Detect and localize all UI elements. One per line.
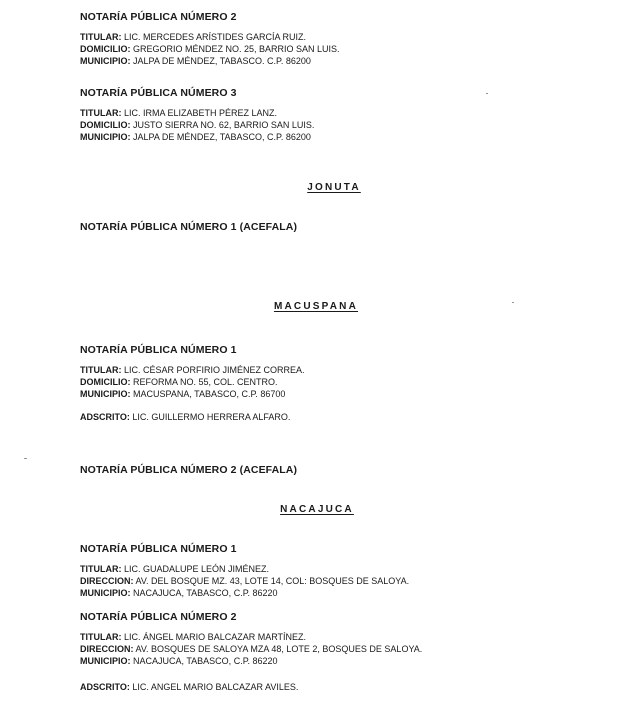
notary-details xyxy=(80,31,340,67)
municipio-value: JALPA DE MÉNDEZ, TABASCO. C.P. 86200 xyxy=(130,56,311,66)
titular-label: TITULAR: xyxy=(80,632,122,642)
notary-heading: NOTARÍA PÚBLICA NÚMERO 1 xyxy=(80,344,237,356)
direccion-line xyxy=(80,575,409,587)
notary-details xyxy=(80,631,422,667)
municipio-label: MUNICIPIO: xyxy=(80,132,131,142)
municipio-label: MUNICIPIO: xyxy=(80,656,131,666)
municipio-label: MUNICIPIO: xyxy=(80,588,131,598)
scan-speck xyxy=(512,302,514,303)
municipio-value: MACUSPANA, TABASCO, C.P. 86700 xyxy=(130,389,286,399)
titular-line xyxy=(80,563,409,575)
notary-heading: NOTARÍA PÚBLICA NÚMERO 3 xyxy=(80,87,237,99)
municipio-value: NACAJUCA, TABASCO, C.P. 86220 xyxy=(130,656,278,666)
titular-value: LIC. GUADALUPE LEÓN JIMÉNEZ. xyxy=(121,564,270,574)
notary-heading: NOTARÍA PÚBLICA NÚMERO 2 xyxy=(80,611,237,623)
titular-value: LIC. IRMA ELIZABETH PÉREZ LANZ. xyxy=(121,108,278,118)
municipality-title: MACUSPANA xyxy=(273,301,359,312)
direccion-label: DIRECCION: xyxy=(80,576,134,586)
municipio-line xyxy=(80,131,314,143)
municipio-line xyxy=(80,55,340,67)
municipio-line xyxy=(80,655,422,667)
titular-label: TITULAR: xyxy=(80,32,122,42)
notary-details xyxy=(80,107,314,143)
domicilio-value: GREGORIO MÉNDEZ NO. 25, BARRIO SAN LUIS. xyxy=(130,44,340,54)
domicilio-label: DOMICILIO: xyxy=(80,44,131,54)
domicilio-line xyxy=(80,43,340,55)
domicilio-line xyxy=(80,119,314,131)
titular-value: LIC. CÉSAR PORFIRIO JIMÉNEZ CORREA. xyxy=(121,365,305,375)
domicilio-label: DOMICILIO: xyxy=(80,120,131,130)
titular-value: LIC. MERCEDES ARÍSTIDES GARCÍA RUIZ. xyxy=(121,32,307,42)
direccion-value: AV. BOSQUES DE SALOYA MZA 48, LOTE 2, BOSQUES DE SALOYA. xyxy=(133,644,423,654)
titular-line xyxy=(80,107,314,119)
municipio-line xyxy=(80,388,305,400)
scan-speck xyxy=(486,93,488,94)
scan-speck xyxy=(24,458,27,459)
titular-label: TITULAR: xyxy=(80,365,122,375)
adscrito-line xyxy=(80,411,290,423)
municipio-label: MUNICIPIO: xyxy=(80,389,131,399)
municipality-title: JONUTA xyxy=(307,182,361,193)
notary-heading: NOTARÍA PÚBLICA NÚMERO 1 (ACEFALA) xyxy=(80,221,298,233)
adscrito-value: LIC. GUILLERMO HERRERA ALFARO. xyxy=(129,412,291,422)
municipio-value: JALPA DE MÉNDEZ, TABASCO, C.P. 86200 xyxy=(130,132,311,142)
titular-label: TITULAR: xyxy=(80,564,122,574)
titular-line xyxy=(80,364,305,376)
domicilio-value: JUSTO SIERRA NO. 62, BARRIO SAN LUIS. xyxy=(130,120,315,130)
adscrito-line xyxy=(80,681,298,693)
titular-label: TITULAR: xyxy=(80,108,122,118)
domicilio-line xyxy=(80,376,305,388)
notary-heading: NOTARÍA PÚBLICA NÚMERO 1 xyxy=(80,543,237,555)
notary-heading: NOTARÍA PÚBLICA NÚMERO 2 (ACEFALA) xyxy=(80,464,298,476)
adscrito-label: ADSCRITO: xyxy=(80,412,130,422)
notary-details xyxy=(80,364,305,400)
notary-heading: NOTARÍA PÚBLICA NÚMERO 2 xyxy=(80,11,237,23)
direccion-line xyxy=(80,643,422,655)
titular-line xyxy=(80,631,422,643)
direccion-label: DIRECCION: xyxy=(80,644,134,654)
municipio-label: MUNICIPIO: xyxy=(80,56,131,66)
adscrito-label: ADSCRITO: xyxy=(80,682,130,692)
domicilio-label: DOMICILIO: xyxy=(80,377,131,387)
domicilio-value: REFORMA NO. 55, COL. CENTRO. xyxy=(130,377,278,387)
municipality-title: NACAJUCA xyxy=(280,504,354,515)
titular-value: LIC. ÁNGEL MARIO BALCAZAR MARTÍNEZ. xyxy=(121,632,307,642)
municipio-line xyxy=(80,587,409,599)
titular-line xyxy=(80,31,340,43)
notary-details xyxy=(80,563,409,599)
direccion-value: AV. DEL BOSQUE MZ. 43, LOTE 14, COL: BOSQUES DE SALOYA. xyxy=(133,576,410,586)
adscrito-value: LIC. ANGEL MARIO BALCAZAR AVILES. xyxy=(129,682,299,692)
municipio-value: NACAJUCA, TABASCO, C.P. 86220 xyxy=(130,588,278,598)
